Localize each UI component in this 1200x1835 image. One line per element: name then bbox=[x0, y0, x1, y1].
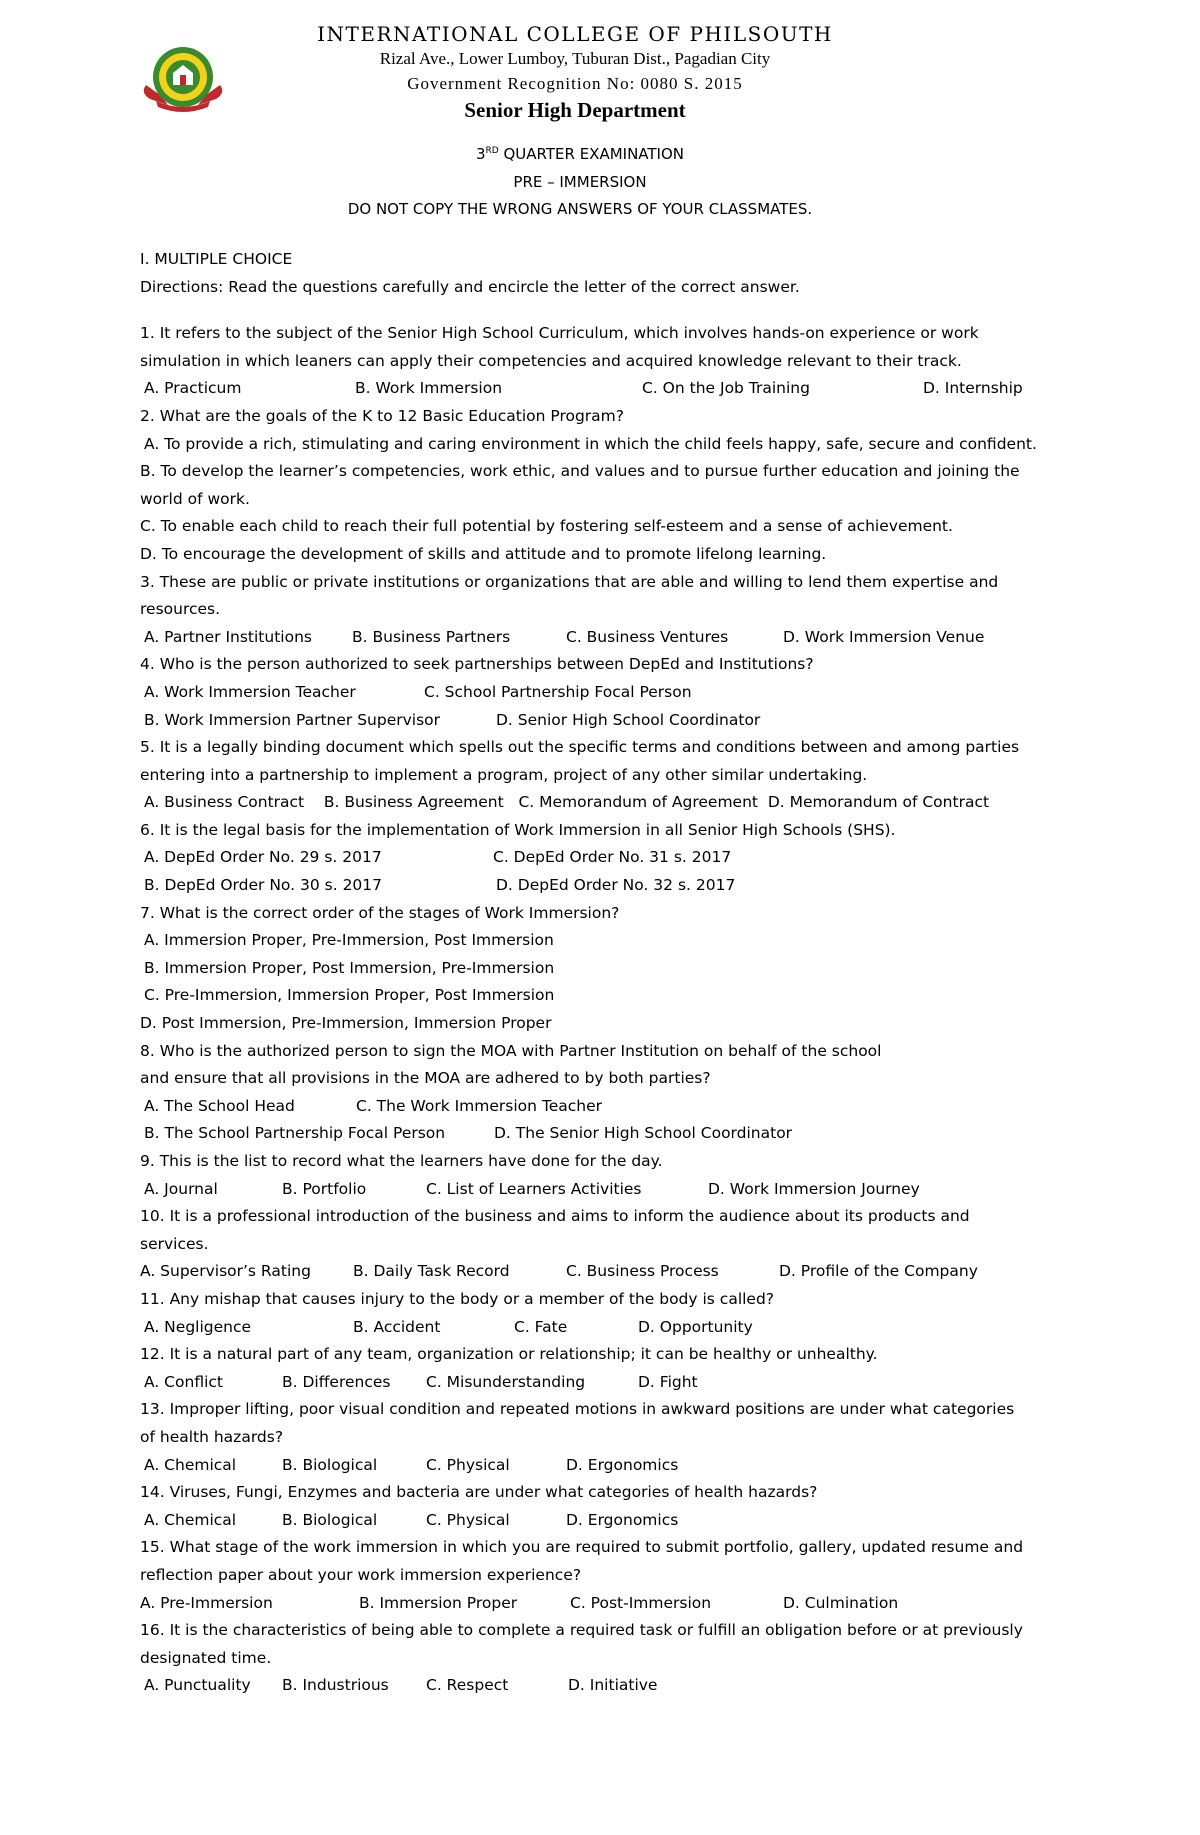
question-13-options bbox=[140, 1452, 1060, 1480]
question-10-line-2: services. bbox=[140, 1234, 209, 1253]
question-9: 9. This is the list to record what the learners have done for the day. bbox=[140, 1152, 663, 1170]
option[interactable]: C. Post-Immersion bbox=[570, 1593, 712, 1612]
question-5-options[interactable]: A. Business Contract B. Business Agreement C. Memorandum of Agreement D. Memorandum of Contract bbox=[144, 793, 990, 812]
exam-title bbox=[0, 145, 1160, 163]
school-seal-logo bbox=[138, 45, 228, 113]
option[interactable]: D. Culmination bbox=[783, 1593, 899, 1612]
question-2-option-b-line-1[interactable]: B. To develop the learner’s competencies, work ethic, and values and to pursue further education and joining the bbox=[140, 462, 1020, 481]
option[interactable]: B. The School Partnership Focal Person bbox=[144, 1124, 446, 1143]
option[interactable]: B. Daily Task Record bbox=[353, 1262, 510, 1281]
option[interactable]: D. DepEd Order No. 32 s. 2017 bbox=[496, 876, 736, 895]
option[interactable]: D. Senior High School Coordinator bbox=[496, 710, 761, 729]
question-15-line-2: reflection paper about your work immersion experience? bbox=[140, 1565, 582, 1584]
question-15-line-1: 15. What stage of the work immersion in which you are required to submit portfolio, gallery, updated resume and bbox=[140, 1538, 1024, 1557]
question-7-option-b[interactable]: B. Immersion Proper, Post Immersion, Pre-Immersion bbox=[144, 958, 555, 977]
exam-body bbox=[140, 246, 1060, 1700]
question-9-options bbox=[140, 1176, 1060, 1204]
quarter-number: 3 bbox=[475, 145, 486, 163]
option[interactable]: C. School Partnership Focal Person bbox=[424, 682, 692, 701]
question-10-line-1: 10. It is a professional introduction of the business and aims to inform the audience about its products and bbox=[140, 1207, 970, 1226]
question-6: 6. It is the legal basis for the implementation of Work Immersion in all Senior High Schools (SHS). bbox=[140, 820, 896, 839]
option[interactable]: A. Conflict bbox=[144, 1372, 223, 1391]
seal-emblem-door bbox=[180, 75, 186, 85]
option[interactable]: D. Internship bbox=[923, 379, 1023, 398]
question-4-options-row-1 bbox=[140, 679, 1060, 707]
option[interactable]: C. Misunderstanding bbox=[426, 1372, 586, 1391]
option[interactable]: C. Business Ventures bbox=[566, 627, 729, 646]
option[interactable]: B. Work Immersion bbox=[355, 379, 503, 398]
question-6-options-row-2 bbox=[140, 872, 1060, 900]
option[interactable]: C. On the Job Training bbox=[642, 379, 810, 398]
question-5-line-2: entering into a partnership to implement a program, project of any other similar undertaking. bbox=[140, 765, 868, 784]
question-11: 11. Any mishap that causes injury to the body or a member of the body is called? bbox=[140, 1289, 775, 1308]
government-recognition: Government Recognition No: 0080 S. 2015 bbox=[407, 74, 743, 93]
option[interactable]: B. Biological bbox=[282, 1455, 378, 1474]
option[interactable]: C. List of Learners Activities bbox=[426, 1179, 642, 1198]
option[interactable]: D. Opportunity bbox=[638, 1317, 753, 1336]
question-2-option-b-line-2[interactable]: world of work. bbox=[140, 489, 250, 508]
section-directions: Directions: Read the questions carefully and encircle the letter of the correct answer. bbox=[140, 277, 800, 296]
question-7-option-a[interactable]: A. Immersion Proper, Pre-Immersion, Post Immersion bbox=[144, 931, 554, 950]
option[interactable]: A. Work Immersion Teacher bbox=[144, 682, 356, 701]
question-10-options bbox=[140, 1258, 1060, 1286]
option[interactable]: B. Industrious bbox=[282, 1676, 389, 1695]
exam-warning: DO NOT COPY THE WRONG ANSWERS OF YOUR CLASSMATES. bbox=[347, 200, 813, 218]
option[interactable]: D. Ergonomics bbox=[566, 1510, 679, 1529]
option[interactable]: C. Fate bbox=[514, 1317, 568, 1336]
option[interactable]: B. DepEd Order No. 30 s. 2017 bbox=[144, 876, 383, 895]
option[interactable]: C. DepEd Order No. 31 s. 2017 bbox=[493, 848, 732, 867]
question-4-options-row-2 bbox=[140, 707, 1060, 735]
question-7-option-d[interactable]: D. Post Immersion, Pre-Immersion, Immersion Proper bbox=[140, 1014, 552, 1033]
question-7-option-c[interactable]: C. Pre-Immersion, Immersion Proper, Post Immersion bbox=[144, 986, 555, 1005]
question-16-line-2: designated time. bbox=[140, 1648, 272, 1667]
option[interactable]: B. Differences bbox=[282, 1372, 391, 1391]
question-3-line-1: 3. These are public or private institutions or organizations that are able and willing to lend them expertise and bbox=[140, 572, 999, 591]
option[interactable]: A. The School Head bbox=[144, 1096, 295, 1115]
question-8-options-row-2 bbox=[140, 1120, 1060, 1148]
question-14-options bbox=[140, 1507, 1060, 1535]
option[interactable]: A. Practicum bbox=[144, 379, 242, 398]
question-8-options-row-1 bbox=[140, 1093, 1060, 1121]
question-16-options bbox=[140, 1672, 1060, 1700]
question-3-options bbox=[140, 624, 1060, 652]
option[interactable]: A. Chemical bbox=[144, 1510, 237, 1529]
question-8-line-1: 8. Who is the authorized person to sign the MOA with Partner Institution on behalf of the school bbox=[140, 1041, 882, 1060]
option[interactable]: D. Work Immersion Venue bbox=[783, 627, 985, 646]
option[interactable]: A. Negligence bbox=[144, 1317, 252, 1336]
option[interactable]: B. Immersion Proper bbox=[359, 1593, 518, 1612]
question-2-option-d[interactable]: D. To encourage the development of skills and attitude and to promote lifelong learning. bbox=[140, 544, 827, 563]
option[interactable]: A. Partner Institutions bbox=[144, 627, 312, 646]
school-name: INTERNATIONAL COLLEGE OF PHILSOUTH bbox=[317, 22, 833, 46]
exam-title-rest: QUARTER EXAMINATION bbox=[498, 145, 685, 163]
option[interactable]: A. Pre-Immersion bbox=[140, 1593, 273, 1612]
option[interactable]: D. The Senior High School Coordinator bbox=[494, 1124, 793, 1143]
question-2-option-c[interactable]: C. To enable each child to reach their full potential by fostering self-esteem and a sense of achievement. bbox=[140, 517, 953, 536]
option[interactable]: D. Profile of the Company bbox=[779, 1262, 978, 1281]
exam-subject: PRE – IMMERSION bbox=[513, 173, 647, 191]
option[interactable]: A. Punctuality bbox=[144, 1676, 251, 1695]
option[interactable]: C. Physical bbox=[426, 1510, 510, 1529]
option[interactable]: B. Work Immersion Partner Supervisor bbox=[144, 710, 441, 729]
option[interactable]: A. DepEd Order No. 29 s. 2017 bbox=[144, 848, 382, 867]
school-address: Rizal Ave., Lower Lumboy, Tuburan Dist., Pagadian City bbox=[379, 49, 771, 68]
option[interactable]: B. Accident bbox=[353, 1317, 441, 1336]
question-12: 12. It is a natural part of any team, organization or relationship; it can be healthy or unhealthy. bbox=[140, 1345, 878, 1364]
question-8-line-2: and ensure that all provisions in the MOA are adhered to by both parties? bbox=[140, 1069, 711, 1088]
department-title: Senior High Department bbox=[464, 98, 686, 122]
question-1-options bbox=[140, 375, 1060, 403]
question-2: 2. What are the goals of the K to 12 Basic Education Program? bbox=[140, 406, 624, 425]
question-13-line-1: 13. Improper lifting, poor visual condition and repeated motions in awkward positions are under what categories bbox=[140, 1400, 1015, 1419]
question-4: 4. Who is the person authorized to seek partnerships between DepEd and Institutions? bbox=[140, 655, 814, 674]
question-6-options-row-1 bbox=[140, 844, 1060, 872]
question-15-options bbox=[140, 1590, 1060, 1618]
option[interactable]: B. Biological bbox=[282, 1510, 378, 1529]
question-3-line-2: resources. bbox=[140, 600, 221, 619]
question-1-line-2: simulation in which leaners can apply their competencies and acquired knowledge relevant to their track. bbox=[140, 351, 962, 370]
option[interactable]: A. Journal bbox=[144, 1179, 218, 1198]
option[interactable]: D. Initiative bbox=[568, 1676, 658, 1695]
option[interactable]: B. Business Partners bbox=[352, 627, 511, 646]
question-2-option-a[interactable]: A. To provide a rich, stimulating and caring environment in which the child feels happy, safe, secure and confident. bbox=[144, 434, 1037, 453]
question-11-options bbox=[140, 1314, 1060, 1342]
question-16-line-1: 16. It is the characteristics of being able to complete a required task or fulfill an obligation before or at previously bbox=[140, 1621, 1023, 1640]
question-12-options bbox=[140, 1369, 1060, 1397]
option[interactable]: D. Fight bbox=[638, 1372, 698, 1391]
option[interactable]: D. Ergonomics bbox=[566, 1455, 679, 1474]
question-5-line-1: 5. It is a legally binding document which spells out the specific terms and conditions between and among parties bbox=[140, 738, 1020, 757]
question-14: 14. Viruses, Fungi, Enzymes and bacteria are under what categories of health hazards? bbox=[140, 1483, 818, 1502]
option[interactable]: C. Business Process bbox=[566, 1262, 719, 1281]
option[interactable]: D. Work Immersion Journey bbox=[708, 1179, 920, 1198]
option[interactable]: B. Portfolio bbox=[282, 1179, 367, 1198]
section-title: I. MULTIPLE CHOICE bbox=[140, 250, 293, 268]
question-7: 7. What is the correct order of the stages of Work Immersion? bbox=[140, 903, 620, 922]
quarter-suffix: RD bbox=[485, 146, 499, 156]
option[interactable]: C. Physical bbox=[426, 1455, 510, 1474]
question-1-line-1: 1. It refers to the subject of the Senior High School Curriculum, which involves hands-on experience or work bbox=[140, 324, 979, 343]
option[interactable]: C. The Work Immersion Teacher bbox=[356, 1096, 603, 1115]
option[interactable]: A. Chemical bbox=[144, 1455, 237, 1474]
option[interactable]: A. Supervisor’s Rating bbox=[140, 1262, 311, 1281]
question-13-line-2: of health hazards? bbox=[140, 1427, 284, 1446]
option[interactable]: C. Respect bbox=[426, 1676, 509, 1695]
